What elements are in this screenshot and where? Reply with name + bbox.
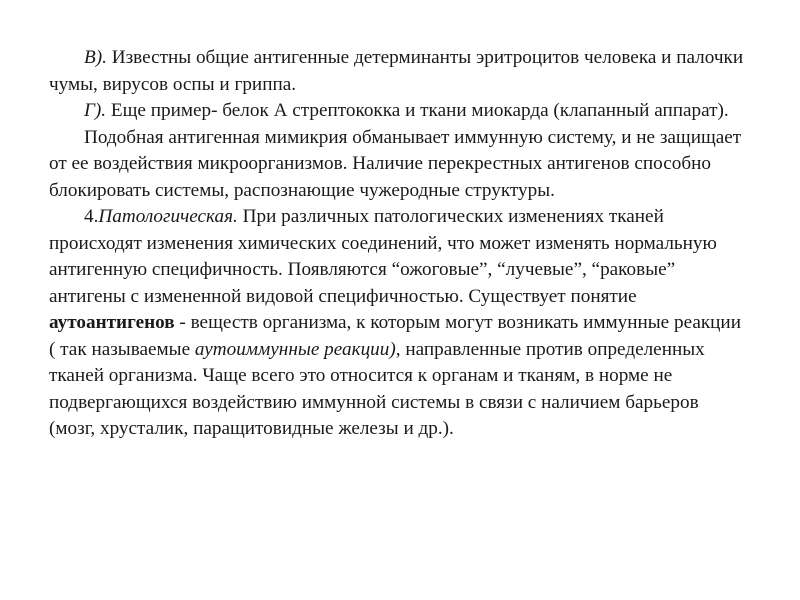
paragraph-v [49,45,749,98]
paragraph-pathological-text-1: При различных патологических изменениях тканей происходят изменения химических соединений, что может изменять нормальную антигенную специфичность. Появляются “ожоговые”, “лучевые”, “раковые” антигены с измененной видовой специфичностью. Существует понятие [49,206,717,307]
autoimmune-reactions-term: аутоиммунные реакции) [194,338,396,360]
paragraph-g [49,98,749,125]
autoantigens-term: аутоантигенов [49,312,175,333]
paragraph-pathological-text-2: - веществ организма, к которым могут возникать иммунные реакции ( так называемые [49,312,741,360]
paragraph-pathological [49,204,749,443]
paragraph-mimicry-text: Подобная антигенная мимикрия обманывает иммунную систему, и не защищает от ее воздействия микроорганизмов. Наличие перекрестных антигенов способно блокировать системы, распознающие чужеродные структуры. [49,126,742,201]
paragraph-pathological-text-3: , направленные против определенных тканей организма. Чаще всего это относится к органам и тканям, в норме не подвергающихся воздействию иммунной системы в связи с наличием барьеров (мозг, хрусталик, паращитовидные железы и др.). [49,338,705,439]
paragraph-pathological-heading: Патологическая. [98,206,238,227]
paragraph-g-marker: Г). [84,100,107,121]
text-body [49,45,749,443]
paragraph-g-text: Еще пример- белок А стрептококка и ткани миокарда (клапанный аппарат). [106,100,729,121]
paragraph-v-text: Известны общие антигенные детерминанты эритроцитов человека и палочки чумы, вирусов оспы и гриппа. [49,47,744,95]
paragraph-mimicry [49,125,749,205]
paragraph-v-marker: В). [84,47,107,68]
paragraph-pathological-number: 4. [84,206,99,227]
